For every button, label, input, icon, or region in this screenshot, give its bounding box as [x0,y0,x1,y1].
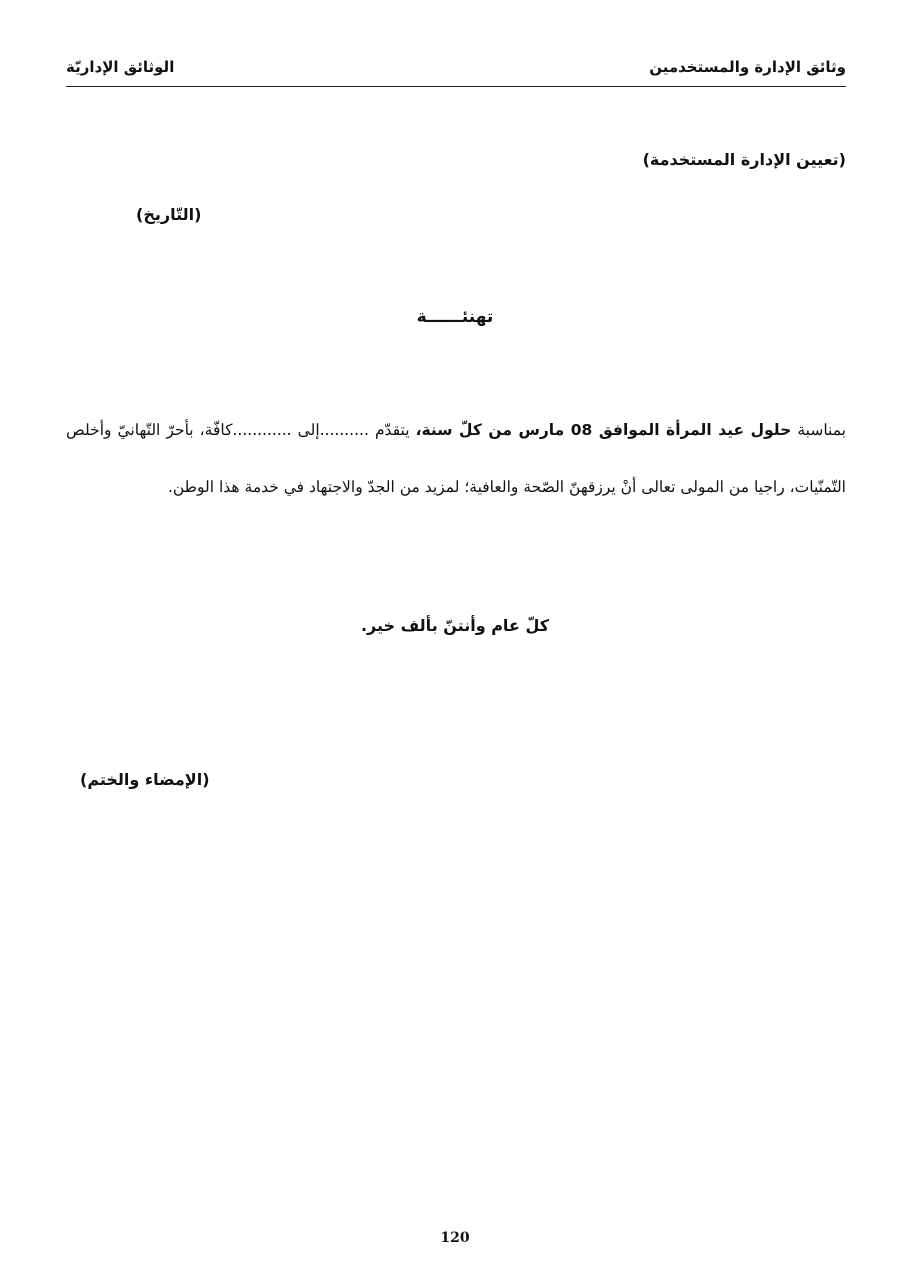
document-title [0,307,910,327]
signature-placeholder: (الإمضاء والختم) [80,770,210,789]
body-text-rest: يتقدّم ..........إلى ............كافّة، بأحرّ التّهانيّ وأخلص التّمنّيات، راجيا من المولى تعالى أنْ يرزقهنّ الصّحة والعافية؛ لمزيد من الجدّ والاجتهاد في خدمة هذا الوطن. [66,421,846,496]
date-placeholder: (التّاريخ) [136,205,202,224]
greeting-line: كلّ عام وأنتنّ بألف خير. [360,616,550,635]
header-section-title: وثائق الإدارة والمستخدمين [649,58,846,76]
body-occasion-bold: حلول عيد المرأة الموافق 08 مارس من كلّ سنة، [415,421,792,439]
document-title-text: تهنئــــــة [416,307,494,327]
header-chapter-title: الوثائق الإداريّة [66,58,175,76]
recipient-placeholder: (تعيين الإدارة المستخدمة) [642,150,846,169]
body-paragraph [66,402,846,516]
page-number: 120 [440,1230,470,1246]
header-divider [66,86,846,87]
body-text-start: بمناسبة [791,421,846,439]
